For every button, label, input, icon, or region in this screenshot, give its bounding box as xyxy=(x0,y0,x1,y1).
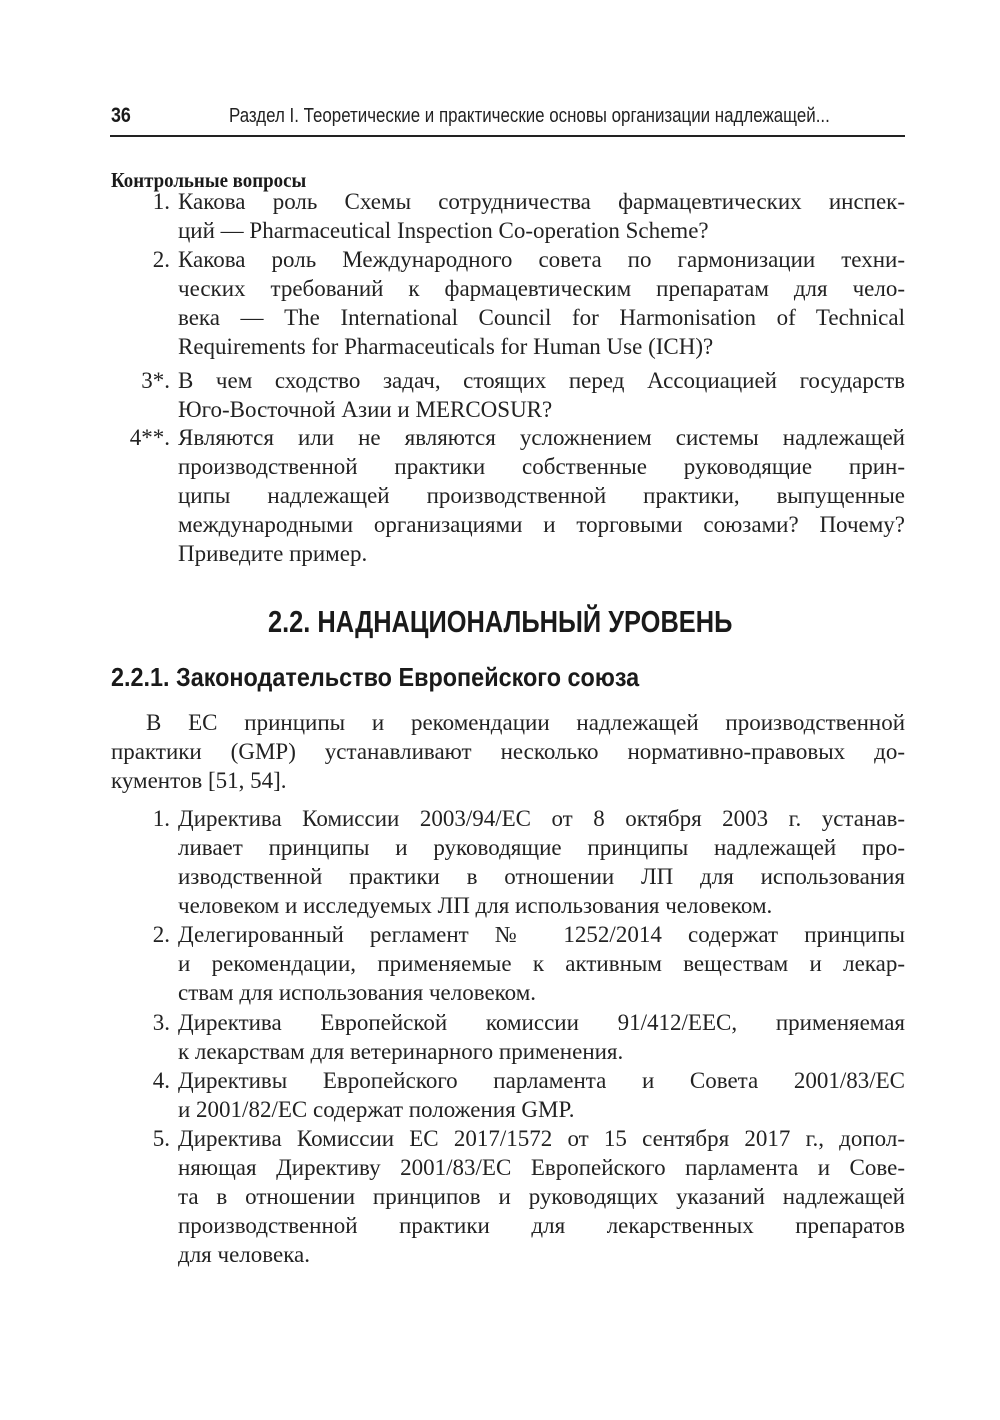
running-title: Раздел I. Теоретические и практические основы организации надлежащей... xyxy=(229,105,830,127)
question-line: производственной практики собственные руководящие прин- xyxy=(178,454,905,480)
question-line: ческих требований к фармацевтическим препаратам для чело- xyxy=(178,276,905,302)
document-item-line: к лекарствам для ветеринарного применения. xyxy=(178,1039,624,1065)
document-item-line: Директива Комиссии ЕС 2017/1572 от 15 сентября 2017 г., допол- xyxy=(178,1126,905,1151)
question-number: 1. xyxy=(152,189,170,214)
question-line: Юго-Восточной Азии и MERCOSUR? xyxy=(178,397,553,423)
document-item-line: Директивы Европейского парламента и Совета 2001/83/ЕС xyxy=(178,1068,905,1093)
document-item-line: человеком и исследуемых ЛП для использования человеком. xyxy=(178,893,773,919)
document-item-number: 5. xyxy=(152,1126,170,1151)
intro-line: практики (GMP) устанавливают несколько нормативно-правовых до- xyxy=(111,739,905,765)
question-number: 4**. xyxy=(129,425,170,450)
question-line: ций — Pharmaceutical Inspection Co-operation Scheme? xyxy=(178,218,709,244)
section-title: 2.2. НАДНАЦИОНАЛЬНЫЙ УРОВЕНЬ xyxy=(267,604,733,639)
document-item-number: 2. xyxy=(152,922,170,947)
question-line: ципы надлежащей производственной практики, выпущенные xyxy=(178,483,905,509)
document-item-line: Директива Европейской комиссии 91/412/EEC, применяемая xyxy=(178,1010,905,1035)
document-item-line: няющая Директиву 2001/83/ЕС Европейского парламента и Сове- xyxy=(178,1155,905,1181)
section-heading xyxy=(0,604,1000,640)
document-item-line: для человека. xyxy=(178,1242,310,1268)
question-number: 2. xyxy=(152,247,170,272)
document-item-line: та в отношении принципов и руководящих указаний надлежащей xyxy=(178,1184,905,1210)
document-item-line: Делегированный регламент № 1252/2014 содержат принципы xyxy=(178,922,905,947)
document-item-number: 1. xyxy=(152,806,170,831)
question-line: В чем сходство задач, стоящих перед Ассоциацией государств xyxy=(178,368,905,393)
intro-line: В ЕС принципы и рекомендации надлежащей производственной xyxy=(146,710,905,735)
document-item-line: ливает принципы и руководящие принципы надлежащей про- xyxy=(178,835,905,861)
intro-line: кументов [51, 54]. xyxy=(111,768,287,794)
question-line: Requirements for Pharmaceuticals for Human Use (ICH)? xyxy=(178,334,714,360)
document-item-line: Директива Комиссии 2003/94/ЕС от 8 октября 2003 г. устанав- xyxy=(178,806,905,831)
document-item-number: 3. xyxy=(152,1010,170,1035)
questions-title: Контрольные вопросы xyxy=(111,168,307,192)
document-item-line: и рекомендации, применяемые к активным веществам и лекар- xyxy=(178,951,905,977)
question-line: Являются или не являются усложнением системы надлежащей xyxy=(178,425,905,450)
question-line: Какова роль Схемы сотрудничества фармацевтических инспек- xyxy=(178,189,905,214)
document-item-line: изводственной практики в отношении ЛП для использования xyxy=(178,864,905,890)
document-item-line: производственной практики для лекарственных препаратов xyxy=(178,1213,905,1239)
page-number: 36 xyxy=(111,104,131,127)
question-line: международными организациями и торговыми союзами? Почему? xyxy=(178,512,905,538)
question-line: Какова роль Международного совета по гармонизации техни- xyxy=(178,247,905,272)
document-item-line: ствам для использования человеком. xyxy=(178,980,537,1006)
header-divider xyxy=(110,135,905,137)
question-line: века — The International Council for Harmonisation of Technical xyxy=(178,305,905,331)
document-item-number: 4. xyxy=(152,1068,170,1093)
question-line: Приведите пример. xyxy=(178,541,368,567)
subsection-heading: 2.2.1. Законодательство Европейского союза xyxy=(111,662,640,692)
document-item-line: и 2001/82/ЕС содержат положения GMP. xyxy=(178,1097,575,1123)
question-number: 3*. xyxy=(141,368,170,393)
